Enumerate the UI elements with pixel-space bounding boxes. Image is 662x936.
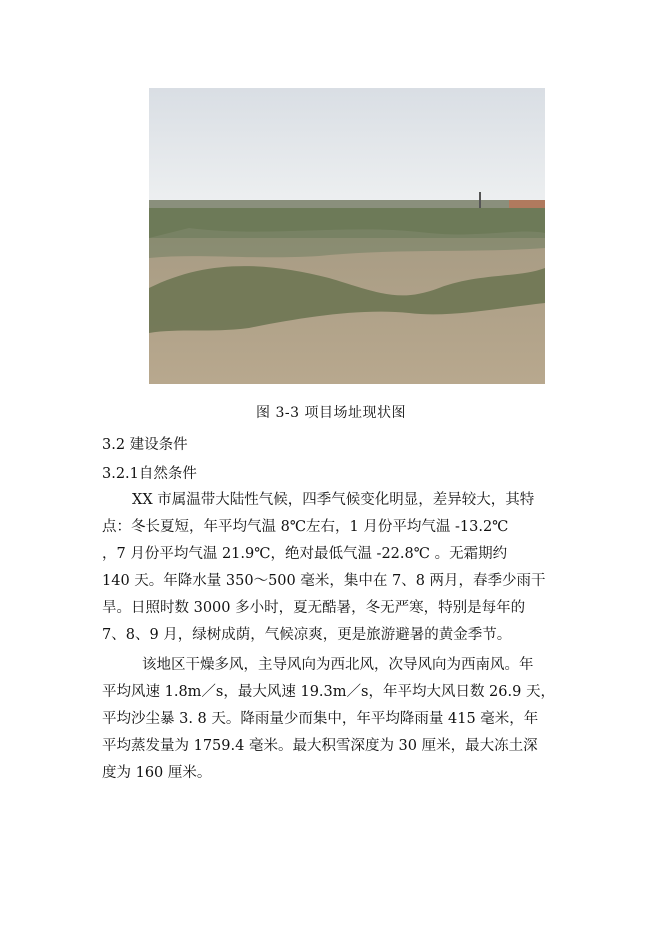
paragraph-line: XX 市属温带大陆性气候，四季气候变化明显，差异较大，其特 [132, 492, 535, 508]
section-heading: 3.2 建设条件 [102, 437, 188, 453]
paragraph-line: 度为 160 厘米。 [102, 765, 212, 781]
paragraph-line: ，7 月份平均气温 21.9℃，绝对最低气温 -22.8℃ 。无霜期约 [102, 546, 508, 562]
figure-caption: 图 3-3 项目场址现状图 [256, 405, 406, 421]
paragraph-line: 平均风速 1.8m／s，最大风速 19.3m／s，年平均大风日数 26.9 天， [102, 684, 555, 700]
paragraph-line: 140 天。年降水量 350～500 毫米，集中在 7、8 两月，春季少雨干 [102, 573, 546, 589]
subsection-heading: 3.2.1自然条件 [102, 466, 197, 482]
sky [149, 88, 545, 208]
wind-paragraph [102, 652, 562, 787]
site-photo [149, 88, 545, 384]
paragraph-line: 该地区干燥多风，主导风向为西北风，次导风向为西南风。年 [142, 657, 534, 673]
paragraph-line: 平均蒸发量为 1759.4 毫米。最大积雪深度为 30 厘米，最大冻土深 [102, 738, 538, 754]
paragraph-line: 平均沙尘暴 3. 8 天。降雨量少而集中，年平均降雨量 415 毫米，年 [102, 711, 539, 727]
distant-building [509, 200, 545, 208]
paragraph-line: 点：冬长夏短，年平均气温 8℃左右，1 月份平均气温 -13.2℃ [102, 519, 509, 535]
site-photo-image [149, 88, 545, 384]
pylon [479, 192, 481, 210]
paragraph-line: 7、8、9 月，绿树成荫，气候凉爽，更是旅游避暑的黄金季节。 [102, 627, 512, 643]
climate-paragraph [102, 487, 562, 649]
paragraph-line: 旱。日照时数 3000 多小时，夏无酷暑，冬无严寒，特别是每年的 [102, 600, 526, 616]
